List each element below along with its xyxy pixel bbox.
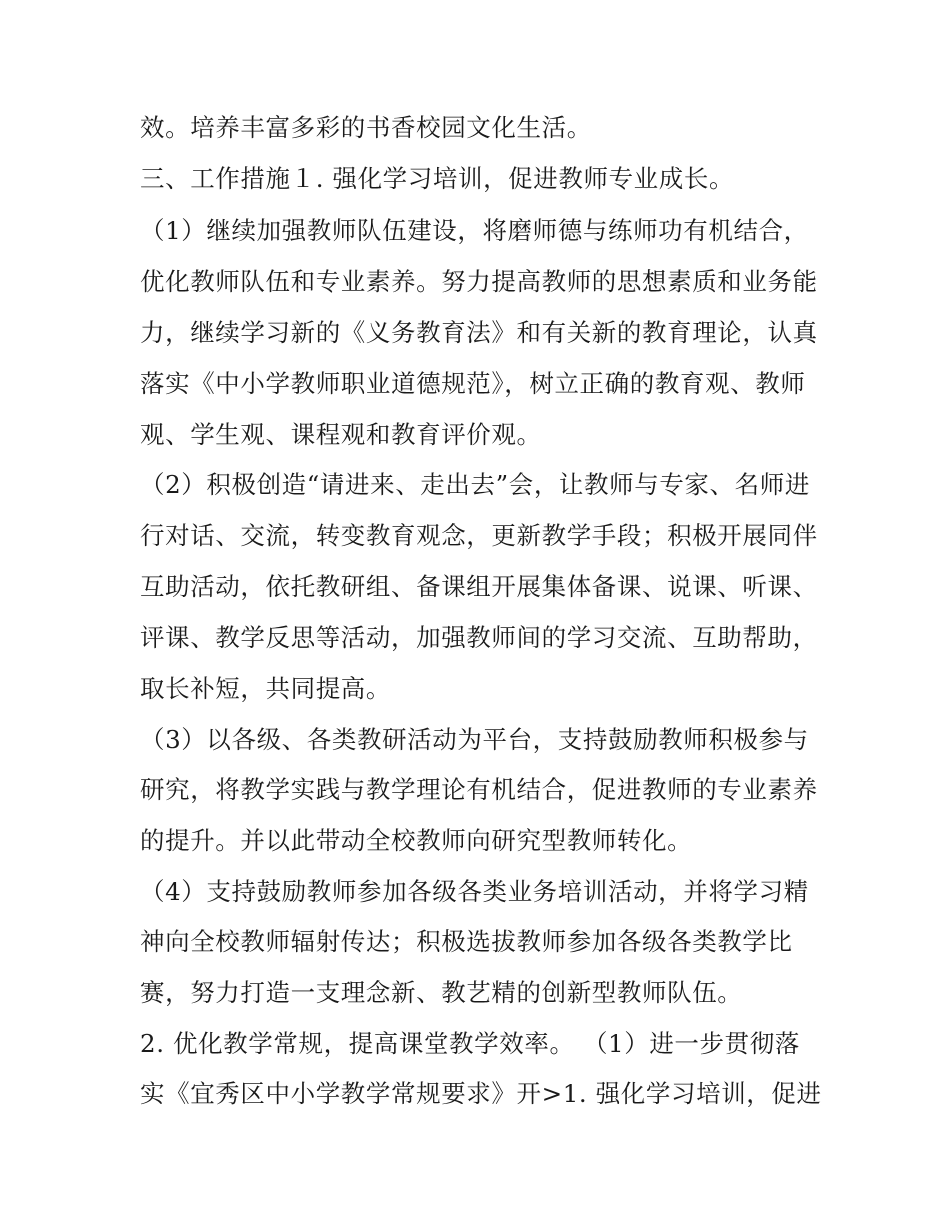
text-line-7: 观、学生观、课程观和教育评价观。 — [140, 420, 542, 449]
text-line-1: 效。培养丰富多彩的书香校园文化生活。 — [140, 113, 592, 142]
text-line-10: 互助活动，依托教研组、备课组开展集体备课、说课、听课、 — [140, 572, 818, 601]
text-line-16: （4）支持鼓励教师参加各级各类业务培训活动，并将学习精 — [140, 877, 809, 906]
text-line-6: 落实《中小学教师职业道德规范》，树立正确的教育观、教师 — [140, 369, 806, 398]
text-line-17: 神向全校教师辐射传达；积极选拔教师参加各级各类教学比 — [140, 927, 793, 956]
text-line-12: 取长补短，共同提高。 — [140, 674, 391, 703]
text-line-9: 行对话、交流，转变教育观念，更新教学手段；积极开展同伴 — [140, 521, 818, 550]
text-line-2: 三、工作措施１. 强化学习培训，促进教师专业成长。 — [140, 164, 735, 193]
text-line-18: 赛，努力打造一支理念新、教艺精的创新型教师队伍。 — [140, 978, 743, 1007]
text-line-3: （1）继续加强教师队伍建设，将磨师德与练师功有机结合， — [140, 216, 809, 245]
text-line-4: 优化教师队伍和专业素养。努力提高教师的思想素质和业务能 — [140, 267, 818, 296]
text-line-8: （2）积极创造“请进来、走出去”会，让教师与专家、名师进 — [140, 470, 810, 499]
text-line-11: 评课、教学反思等活动，加强教师间的学习交流、互助帮助， — [140, 623, 818, 652]
text-line-20: 实《宜秀区中小学教学常规要求》开>1. 强化学习培训，促进 — [140, 1079, 822, 1108]
text-line-14: 研究，将教学实践与教学理论有机结合，促进教师的专业素养 — [140, 775, 818, 804]
text-line-15: 的提升。并以此带动全校教师向研究型教师转化。 — [140, 826, 693, 855]
text-line-5: 力，继续学习新的《义务教育法》和有关新的教育理论，认真 — [140, 318, 818, 347]
text-line-19: 2. 优化教学常规，提高课堂教学效率。 （1）进一步贯彻落 — [140, 1029, 800, 1058]
text-line-13: （3）以各级、各类教研活动为平台，支持鼓励教师积极参与 — [140, 725, 809, 754]
